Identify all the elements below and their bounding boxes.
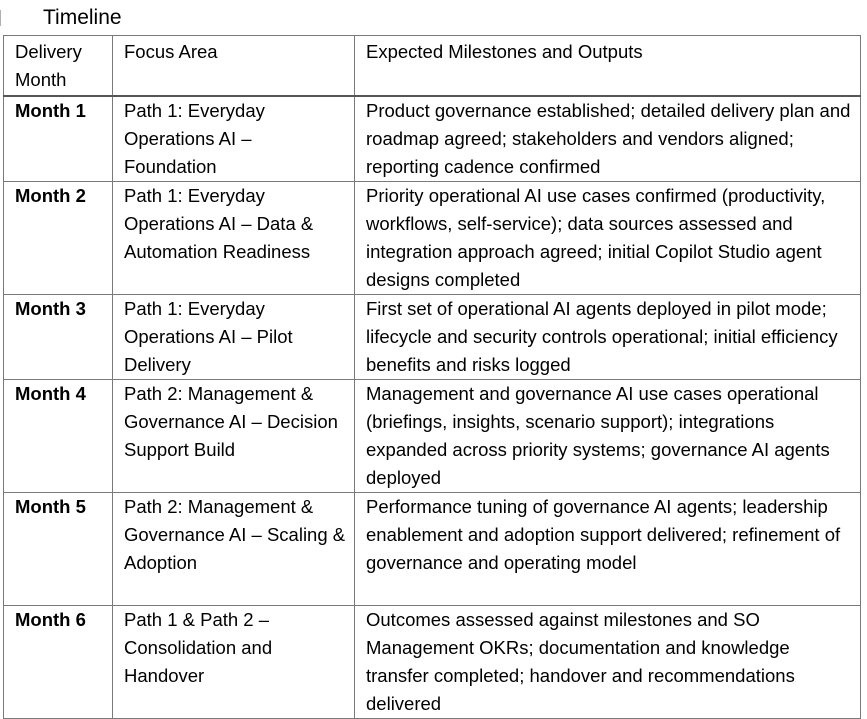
header-focus-area: Focus Area xyxy=(113,36,355,97)
table-row xyxy=(4,493,861,606)
focus-area-cell: Path 2: Management & Governance AI – Scaling & Adoption xyxy=(113,493,355,606)
month-cell: Month 4 xyxy=(4,380,113,493)
month-cell: Month 5 xyxy=(4,493,113,606)
milestones-cell: Performance tuning of governance AI agents; leadership enablement and adoption support delivered; refinement of governance and operating model xyxy=(355,493,861,606)
timeline-table xyxy=(3,35,861,719)
focus-area-cell: Path 2: Management & Governance AI – Decision Support Build xyxy=(113,380,355,493)
table-row xyxy=(4,380,861,493)
milestones-cell: Outcomes assessed against milestones and SO Management OKRs; documentation and knowledge transfer completed; handover and recommendations delivered xyxy=(355,606,861,719)
focus-area-cell: Path 1: Everyday Operations AI – Foundation xyxy=(113,96,355,182)
left-margin-marker xyxy=(0,10,1,26)
milestones-cell: First set of operational AI agents deployed in pilot mode; lifecycle and security controls operational; initial efficiency benefits and risks logged xyxy=(355,295,861,380)
month-cell: Month 2 xyxy=(4,182,113,295)
month-cell: Month 6 xyxy=(4,606,113,719)
header-expected-milestones: Expected Milestones and Outputs xyxy=(355,36,861,97)
header-delivery-month: Delivery Month xyxy=(4,36,113,97)
table-row xyxy=(4,295,861,380)
table-header-row xyxy=(4,36,861,97)
page-heading: Timeline xyxy=(43,6,122,29)
focus-area-cell: Path 1: Everyday Operations AI – Pilot Delivery xyxy=(113,295,355,380)
milestones-cell: Management and governance AI use cases operational (briefings, insights, scenario support); integrations expanded across priority systems; governance AI agents deployed xyxy=(355,380,861,493)
table-row xyxy=(4,96,861,182)
month-cell: Month 1 xyxy=(4,96,113,182)
milestones-cell: Product governance established; detailed delivery plan and roadmap agreed; stakeholders and vendors aligned; reporting cadence confirmed xyxy=(355,96,861,182)
table-row xyxy=(4,182,861,295)
table-row xyxy=(4,606,861,719)
focus-area-cell: Path 1 & Path 2 – Consolidation and Handover xyxy=(113,606,355,719)
focus-area-cell: Path 1: Everyday Operations AI – Data & Automation Readiness xyxy=(113,182,355,295)
month-cell: Month 3 xyxy=(4,295,113,380)
milestones-cell: Priority operational AI use cases confirmed (productivity, workflows, self-service); data sources assessed and integration approach agreed; initial Copilot Studio agent designs completed xyxy=(355,182,861,295)
